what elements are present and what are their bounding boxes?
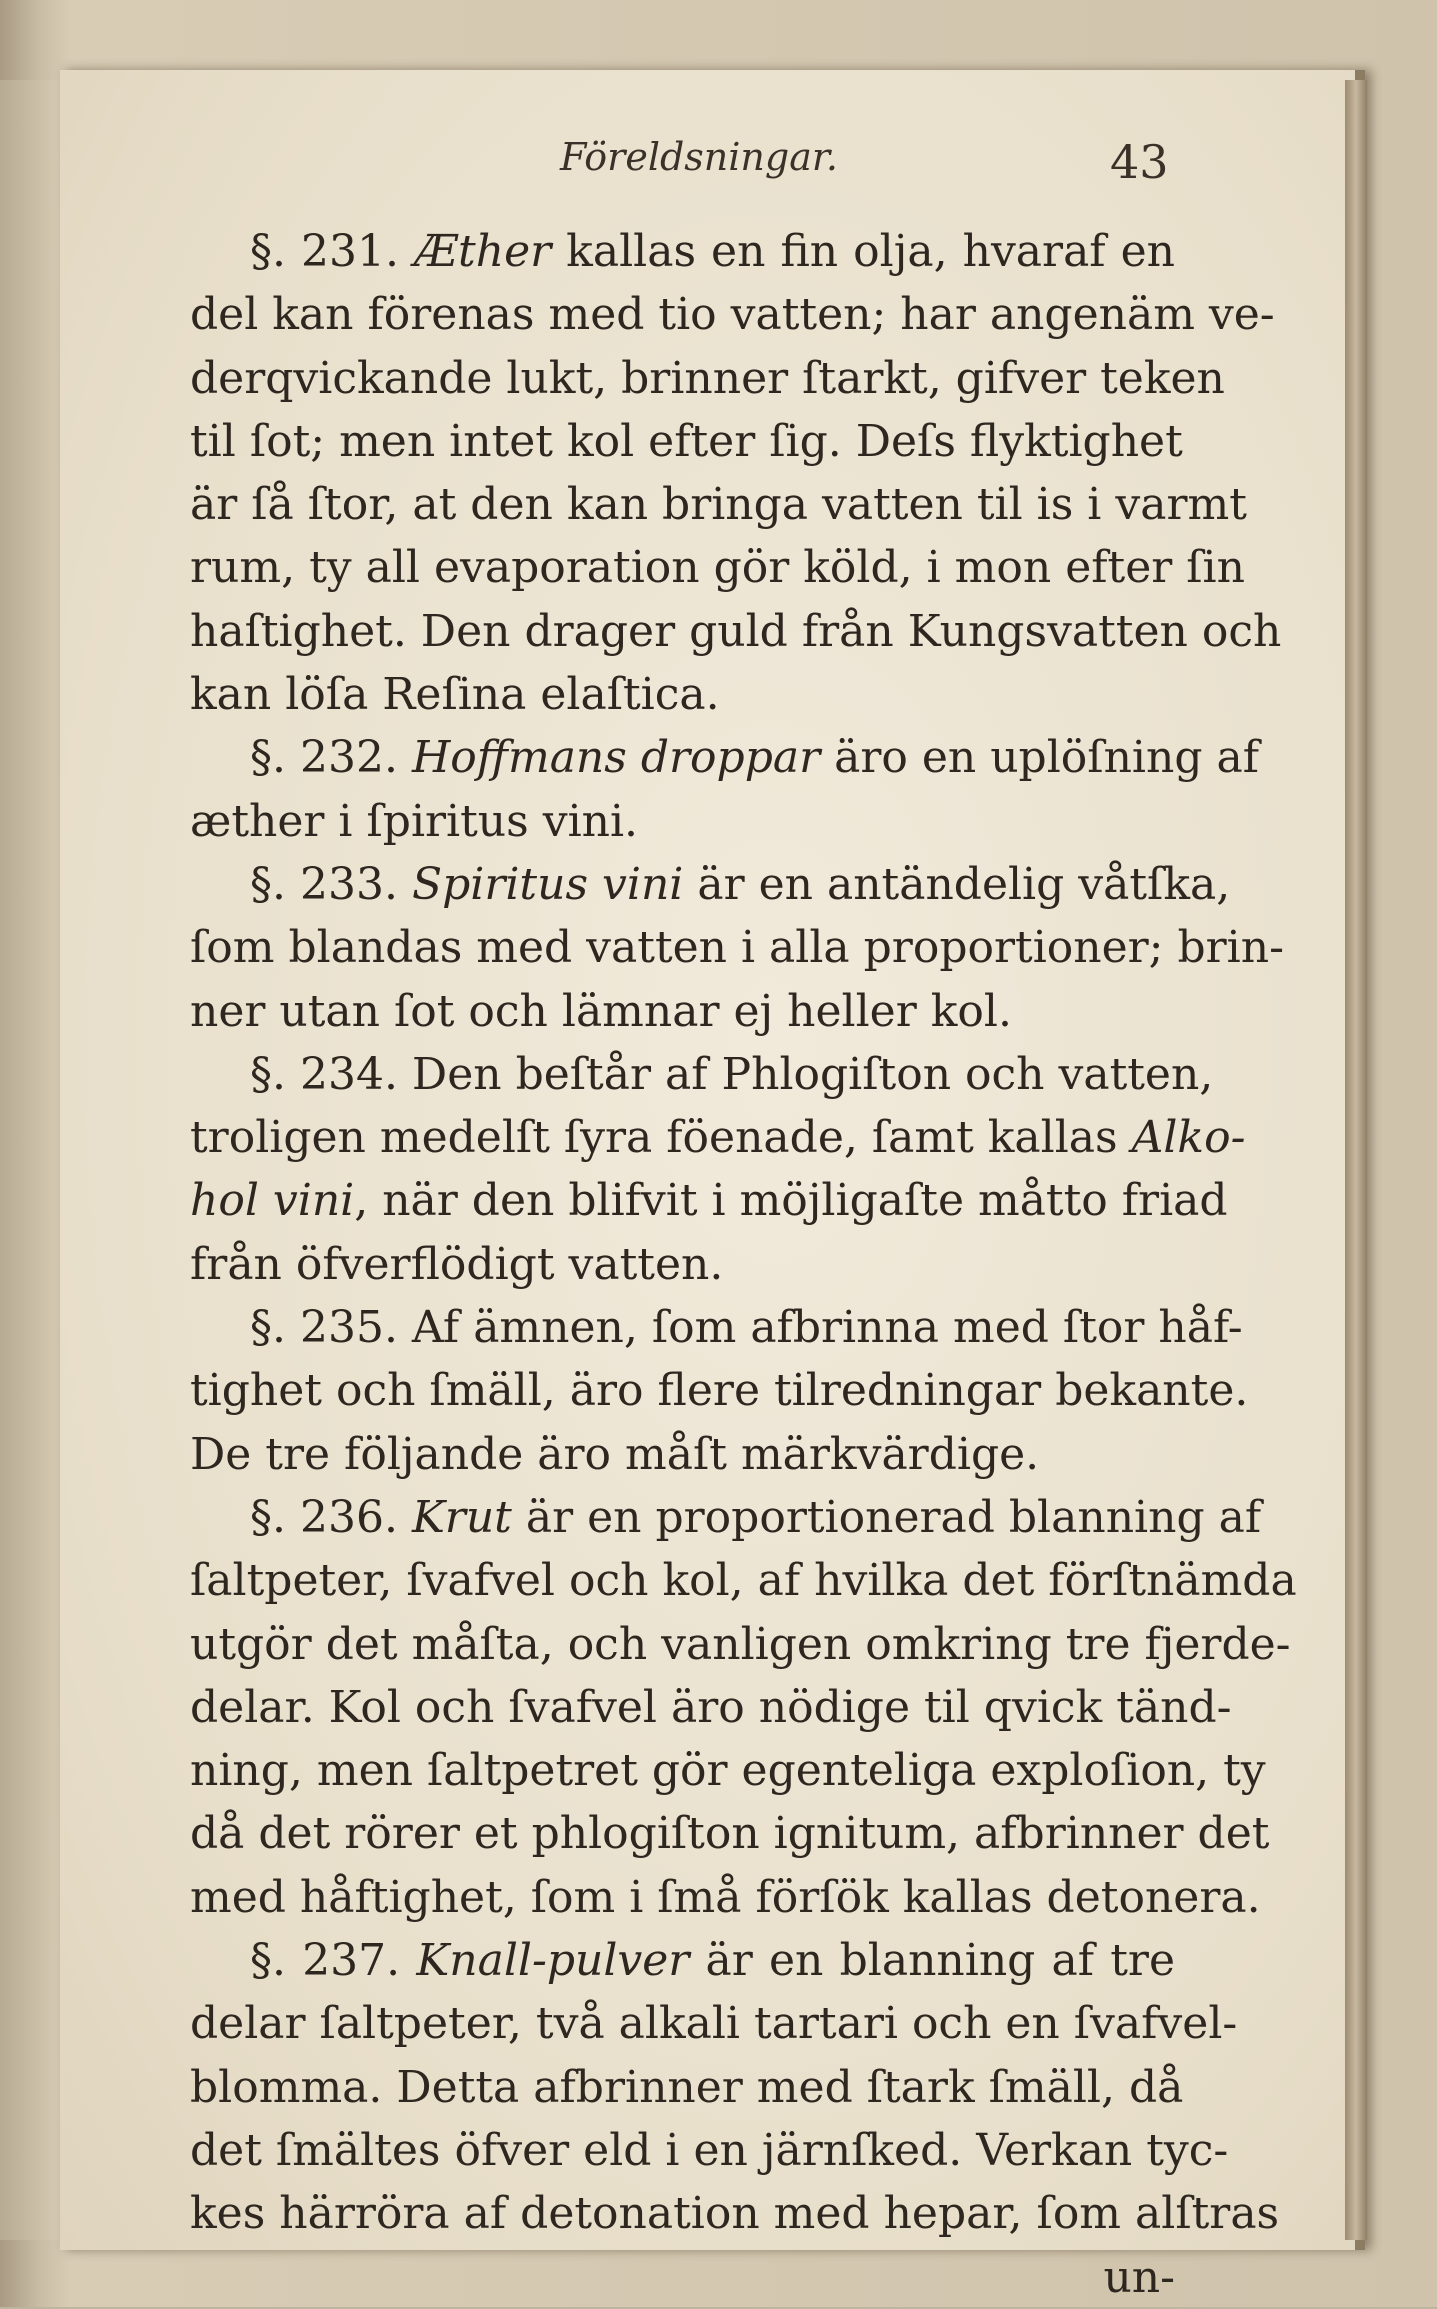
text-line (190, 726, 1259, 789)
paragraph-237 (190, 1929, 1280, 2245)
text-run: haſtighet. Den drager guld från Kungsvatten och (190, 605, 1282, 657)
text-run: æther i ſpiritus vini. (190, 795, 639, 847)
text-line (190, 220, 1175, 283)
text-line (190, 1549, 1297, 1612)
text-run: ner utan ſot och lämnar ej heller kol. (190, 985, 1012, 1037)
text-line (190, 1169, 1228, 1232)
text-line (190, 1486, 1262, 1549)
text-line (190, 916, 1284, 979)
text-run: §. 237. (250, 1935, 417, 1987)
text-run: ſom blandas med vatten i alla proportioner; brin- (190, 922, 1284, 974)
text-line (190, 1106, 1246, 1169)
text-line (190, 1676, 1232, 1739)
italic-term: Æther (414, 226, 552, 277)
text-line (190, 1233, 1175, 1296)
text-run: De tre följande äro måſt märkvärdige. (190, 1428, 1040, 1480)
text-run: äro en uplöſning af (820, 732, 1259, 784)
text-line (190, 2119, 1229, 2182)
paragraph-232 (190, 726, 1259, 853)
text-run: är en blanning af tre (689, 1935, 1175, 1987)
text-line (190, 600, 1282, 663)
text-run: §. 231. (250, 226, 415, 277)
text-line (190, 663, 1175, 726)
text-line (190, 1613, 1291, 1676)
text-line (190, 1866, 1261, 1929)
text-run: del kan förenas med tio vatten; har angenäm ve- (190, 289, 1275, 341)
text-run: §. 232. (250, 732, 412, 784)
text-line (190, 1423, 1175, 1486)
catchword: un- (1103, 2251, 1175, 2303)
text-line (190, 410, 1183, 473)
text-run: kes härröra af detonation med hepar, ſom alſtras (190, 2188, 1280, 2240)
text-line (190, 1992, 1238, 2055)
text-line (190, 853, 1231, 916)
text-line (190, 283, 1275, 346)
running-head: Föreldsningar. (560, 135, 838, 179)
page-fore-edge (1345, 80, 1367, 2240)
text-line (190, 1929, 1175, 1992)
paragraph-233 (190, 853, 1284, 1043)
text-run: ning, men ſaltpetret gör egenteliga exploſion, ty (190, 1745, 1266, 1797)
text-run: derqvickande lukt, brinner ſtarkt, gifver teken (190, 352, 1225, 404)
text-run: §. 234. Den beſtår af Phlogiſton och vatten, (250, 1048, 1214, 1100)
paragraph-236 (190, 1486, 1297, 1929)
italic-term: Spiritus vini (411, 858, 684, 910)
text-body (190, 220, 1297, 2309)
text-run: blomma. Detta afbrinner med ſtark ſmäll, då (190, 2061, 1184, 2113)
text-run: til ſot; men intet kol efter ſig. Deſs flyktighet (190, 415, 1183, 467)
text-line (190, 1043, 1214, 1106)
text-run: delar. Kol och ſvafvel äro nödige til qvick tänd- (190, 1681, 1232, 1733)
text-line (190, 1296, 1243, 1359)
text-line (190, 2056, 1184, 2119)
text-run: , när den blifvit i möjligaſte måtto friad (354, 1175, 1228, 1227)
text-line (190, 473, 1247, 536)
paragraph-234 (190, 1043, 1246, 1296)
text-run: kallas en fin olja, hvaraf en (551, 226, 1175, 277)
text-run: det ſmältes öfver eld i en järnſked. Verkan tyc- (190, 2124, 1229, 2176)
text-run: tighet och ſmäll, äro flere tilredningar bekante. (190, 1365, 1249, 1417)
text-run: delar ſaltpeter, två alkali tartari och en ſvafvel- (190, 1998, 1238, 2050)
text-line (190, 1739, 1266, 1802)
text-run: §. 236. (250, 1491, 412, 1543)
text-line (190, 536, 1245, 599)
binding-edge (0, 80, 62, 2240)
text-line (190, 790, 1175, 853)
text-run: är en proportionerad blanning af (511, 1491, 1262, 1543)
text-run: ſaltpeter, ſvafvel och kol, af hvilka det förſtnämda (190, 1555, 1297, 1607)
text-line (190, 980, 1175, 1043)
text-run: är ſå ſtor, at den kan bringa vatten til is i varmt (190, 479, 1247, 531)
text-run: från öfverflödigt vatten. (190, 1238, 724, 1290)
text-run: §. 235. Af ämnen, ſom afbrinna med ſtor håf- (250, 1302, 1243, 1354)
page-number: 43 (1110, 135, 1169, 189)
text-line (190, 1802, 1270, 1865)
text-line (190, 2182, 1280, 2245)
italic-term: Knall-pulver (416, 1935, 690, 1987)
paragraph-235 (190, 1296, 1249, 1486)
text-run: kan löſa Reſina elaſtica. (190, 669, 720, 721)
italic-term: Alko- (1131, 1112, 1246, 1164)
text-run: är en antändelig våtſka, (683, 858, 1231, 910)
text-run: utgör det måſta, och vanligen omkring tre fjerde- (190, 1618, 1291, 1670)
text-run: rum, ty all evaporation gör köld, i mon efter ſin (190, 542, 1245, 594)
italic-term: Hoffmans droppar (411, 732, 821, 784)
italic-term: hol vini (190, 1175, 355, 1227)
paragraph-231 (190, 220, 1282, 726)
text-run: troligen medelſt ſyra föenade, ſamt kallas (190, 1112, 1132, 1164)
text-run: med håftighet, ſom i ſmå förſök kallas detonera. (190, 1871, 1261, 1923)
text-line (190, 1359, 1249, 1422)
italic-term: Krut (411, 1491, 512, 1543)
text-run: då det rörer et phlogiſton ignitum, afbrinner det (190, 1808, 1270, 1860)
text-run: §. 233. (250, 858, 412, 910)
text-line (190, 347, 1225, 410)
